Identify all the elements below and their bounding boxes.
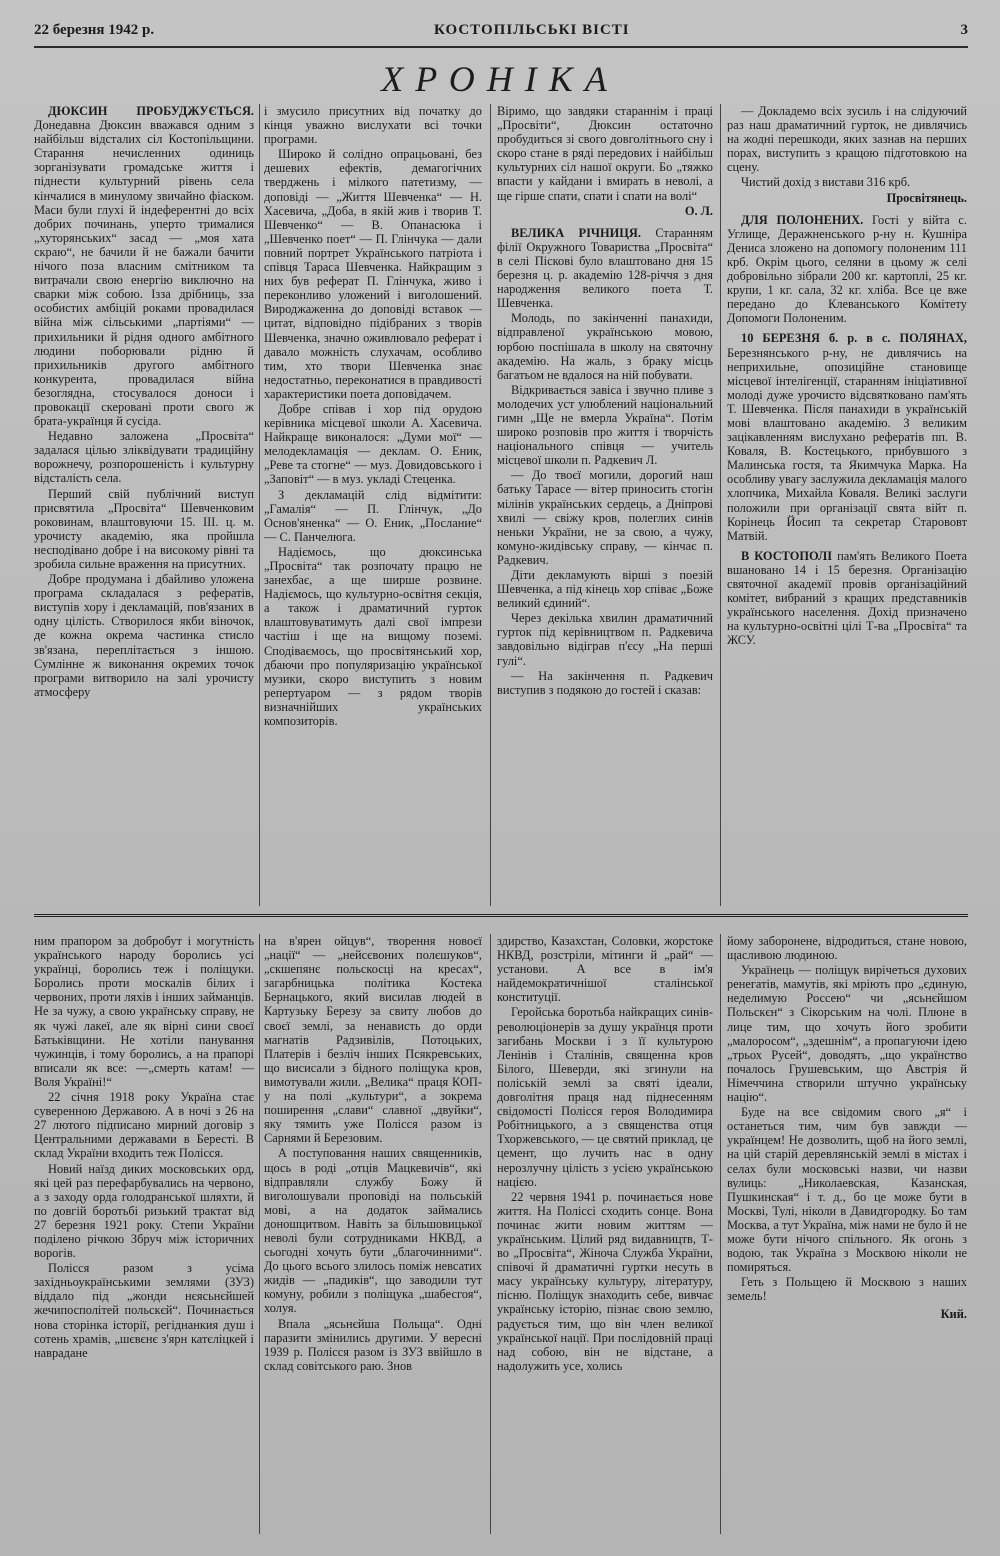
- column-divider: [490, 104, 491, 906]
- article-text: Старанням філії Окружного Товариства „Просвіта“ в селі Пісковi було влаштовано дня 15 березня ц. р. академію 128-річчя з дня народження великого поета Т. Шевченка.: [497, 225, 713, 311]
- page-header: [34, 22, 968, 42]
- author-signature: Просвітянець.: [886, 190, 967, 205]
- article-paragraph: Діти декламують вірші з поезій Шевченка, а під кінець хор співає „Боже великий єдиний“.: [497, 568, 713, 611]
- article-paragraph: Надіємось, що дюксинська „Просвіта“ так розпочату працю не занехбає, а ще ширше розвине. Надіємось, що культурно-освітня секція, а також і драматичний гурток влаштовуватимуть далі свої імпрези частіш і ще на вищому поземі. Сподіваємось, що просвітянський хор, дбаючи про популяризацію української музики, скоро виступить з новим репертуаром — з рядом творів визначнійших українських композиторів.: [264, 544, 482, 729]
- header-rule: [34, 46, 968, 48]
- article-paragraph: [727, 175, 967, 189]
- article-text: пам'ять Великого Поета вшановано 14 і 15 березня. Організацію святочної академії провів організаційний комітет, вибраний з кращих представників українського населення. Дохід призначено на культурно-освітні цілі Т-ва „Просвіта“ та ЖСУ.: [727, 548, 967, 648]
- article-paragraph: Перший свій публічний виступ присвятила „Просвіта“ Шевченковим роковинам, влаштовуючи 15. III. ц. м. урочисту академію, яка пройшла несподівано добре і на високому рівні та зробила сильне враження на присутних.: [34, 486, 254, 571]
- article-column-2: [264, 934, 482, 1534]
- column-divider: [259, 934, 260, 1534]
- article-text: Чистий дохід з вистави 316 крб.: [741, 175, 911, 190]
- chronicle-column-1: [34, 104, 254, 906]
- article-paragraph: ним прапором за добробут і могутність українського народу боролись усі українці, боролись теж і поліщуки. Боролись проти москалів білих і червоних, проти ляхів і інших займанців. Не за чужу, а свою українську справу, не як чужі лакеї, але як вірні сини своєї Батьківщини. Не хотіли панування чужинців, і тому боролись, а на прапорі вписали як все: —„смерть катам! — Воля Україні!“: [34, 934, 254, 1089]
- article-paragraph: Широко й солідно опрацьовані, без дешевих ефектів, демагогічних тверджень і мілкого патетизму, — доповіді — „Життя Шевченка“ — Н. Хасевича, „Доба, в якій жив і творив Т. Шевченко“ — В. Опанасюка і „Шевченко поет“ — П. Глінчука — дали повний портрет Українського патріота і співця Тараса Шевченка. Найкращим з них був реферат П. Глінчука, живо і переконливо уложений і виголошений. Вироджаженна до доповіді вставок — цитат, відповідно підібраних з творів Шевченка, значно оживлювало реферат і давало можність слухачам, особливо тим, хто твори Шевченка знає недостатньо, переконатися в правдивості характеристики поета доповідачем.: [264, 147, 482, 401]
- article-paragraph: і змусило присутних від початку до кінця уважно вислухати всі точки програми.: [264, 104, 482, 147]
- article-paragraph: [34, 104, 254, 428]
- article-paragraph: Геть з Польщею й Москвою з наших земель!: [727, 1275, 967, 1304]
- author-signature: О. Л.: [684, 203, 713, 218]
- article-paragraph: З декламацій слід відмітити: „Гамалія“ — П. Глінчук, „До Основ'яненка“ — О. Еник, „Послание“ — С. Панчелюга.: [264, 487, 482, 544]
- article-paragraph: Новий наїзд диких московських орд, які цей раз перефарбувались на червоно, а з заходу орда голодранської шляхти, й по довгій боротьбі ризький трактат від 27 березня 1921 року. Степи України поділено річкою Збруч між історичних ворогів.: [34, 1161, 254, 1261]
- article-headline: ДЛЯ ПОЛОНЕНИХ.: [741, 212, 864, 227]
- section-title: ХРОНІКА: [381, 59, 619, 99]
- article-text: Гості у війта с. Углище, Деражненського р-ну н. Кушніра Дениса зложено на допомогу полоненим 111 крб. Окрім цього, селяни в цьому ж селі добровільно зібрали 200 кг. картоплі, 25 кг. крупи, 1 кг. сала, 32 кг. хліба. Все це вже передано до Клеванського Комітету Допомоги Полоненим.: [727, 212, 967, 326]
- column-divider: [720, 934, 721, 1534]
- newspaper-name: КОСТОПІЛЬСЬКІ ВІСТІ: [434, 22, 630, 38]
- issue-date: 22 березня 1942 р.: [34, 22, 155, 38]
- article-paragraph: Буде на все свідомим свого „я“ і останеться тим, чим був завжди — українцем! Не дозволить, щоб на його землі, на цій старій деревлянській землі в містах і селах були московські назви, чи назви вулиць: „Николаевская, Казанская, Пушкинская“ і т. д., бо це може бути в Москві, Тулі, ніколи в Давидгородку. Бо там Москва, а тут Україна, між нами не було й не може бути нічого спільного. Як огонь з водою, так Україна з Москвою ніколи не помиряться.: [727, 1105, 967, 1275]
- article-paragraph: Геройська боротьба найкращих синів-революціонерів за душу українця проти загибань Москви і з її культурою Ленінів і Сталінів, священна кров Білого, Шеверди, які згинули на поліській землі за святі ідеали, довголітня праця над піднесенням свідомості Полісся героя Володимира Робітницького, а з священства отця Тхоржевського, — це святий приклад, це цемент, що лучить нас в одну нерозлучну цілість з усією українською нацією.: [497, 1005, 713, 1189]
- article-paragraph: Впала „ясьнєйша Польща“. Одні паразити змінились другими. У вересні 1939 р. Полісся разом із ЗУЗ ввійшло в склад совітського раю. Знов: [264, 1316, 482, 1373]
- article-paragraph: — На закінчення п. Радкевич виступив з подякою до гостей і сказав:: [497, 668, 713, 697]
- article-paragraph: Полісся разом з усіма західньоукраїнськими землями (ЗУЗ) віддало під „жонди нєясьнєйшей жечипосполітей польскєй“. Починається нова сторінка історії, регіднанкия душ і сотень храмів, „шєвєнє з'ярн катєліцкей і наврадане: [34, 1261, 254, 1360]
- chronicle-column-3: [497, 104, 713, 906]
- column-divider: [490, 934, 491, 1534]
- article-paragraph: Молодь, по закінченні панахиди, відправленої українською мовою, юрбою поспішала в школу на святочну академію. На жаль, з браку місць багатьом не вдалося на ній побувати.: [497, 311, 713, 382]
- article-column-1: [34, 934, 254, 1534]
- article-paragraph: 22 червня 1941 р. починається нове життя. На Поліссі сходить сонце. Вона починає жити новим життям — українським. Цілий ряд видавництв, Т-во „Просвіта“, Жіноча Служба України, співочі й драматичні гуртки несуть в масу українську культуру, літературу, пісню. Поліщук знаходить себе, вивчає українську історію, пізнає свою землю, радується тим, що він член великої української нації. При послідовній праці над собою, він не відстане, а надолужить усе, холись: [497, 1189, 713, 1373]
- article-text: Донедавна Дюксин вважався одним з найбільш відсталих сіл Костопільщини. Старання нечисленних одиниць зорганізувати громадське життя і піднести культурний рівень села кінчалися в минулому звичайно фіаском. Маси були глухі й індеферентні до всіх добрих починань, уперто трималися „хуторянських“ засад — „моя хата скраю“, не бачили й не бажали бачити нічого поза власним смітником та витрачали свою енергію виключно на сварки між собою. Ізза дрібниць, зза особистих амбіцій роками провадилася війна між сільськими „партіями“ — прихильники й рідня одного амбітного людини поборювали рідню й прихильників другого амбітного конкурента, провадилася війна безоглядна, стосувалося доноси і провокації скеровані проти свого ж брата-українця й сусіда.: [34, 118, 254, 429]
- section-rule: [34, 914, 968, 917]
- chronicle-column-4: [727, 104, 967, 906]
- article-paragraph: [727, 549, 967, 648]
- column-divider: [259, 104, 260, 906]
- article-paragraph: Недавно заложена „Просвіта“ задалася цілью зліквідувати традиційну ворожнечу, розпорошеність і культурну відсталість села.: [34, 429, 254, 486]
- article-paragraph: йому заборонене, відродиться, стане новою, щасливою людиною.: [727, 934, 967, 963]
- article-paragraph: Віримо, що завдяки стараннім і праці „Просвіти“, Дюксин остаточно пробудиться зі свого довголітнього сну і скоро стане в ряді передових і найбільш культурних сіл нашої округи. Бо „тяжко впасти у кайдани і вмирать в неволі, а ще гірше спати, спати і спати на волі“: [497, 104, 713, 203]
- article-paragraph: Добре продумана і дбайливо уложена програма складалася з рефератів, виступів хору і декламацій, пов'язаних в одну цілість. Створилося якби віночок, де кожна окрема частинка стисло зв'язана, переплітається з іншою. Сумлінне ж виконання окремих точок програми витворило на залі урочисту атмосферу: [34, 572, 254, 699]
- article-column-3: [497, 934, 713, 1534]
- article-paragraph: [727, 213, 967, 326]
- article-paragraph: Відкривається завіса і звучно пливе з молодечих уст улюблений національний гимн „Ще не вмерла Україна“. Потім широко розповів про життя і творчість національного співця — учитель місцевої школи п. Радкевич Л.: [497, 382, 713, 468]
- article-headline: ДЮКСИН ПРОБУДЖУЄТЬСЯ.: [48, 104, 254, 118]
- column-divider: [720, 104, 721, 906]
- article-column-4: [727, 934, 967, 1534]
- chronicle-column-2: [264, 104, 482, 906]
- article-paragraph: — До твоєї могили, дорогий наш батьку Тарасе — вітер приносить стогін мілінів українських сердець, а Дніпрові хвилі — свіжу кров, полеглих синів неньки України, не за свою, а чужу, комуно-жидівську справу, — кінчає п. Радкевич.: [497, 468, 713, 567]
- article-paragraph: на в'ярен ойцув“, творення новоєї „нації“ — „нейсєвоних полєшуков“, „скшепянє польскосці на кресах“, загарбницька політика Костека Бернацького, який висилав людей в Картузьку Березу за свиту любов до своєї землі, за ненависть до орди магнатів Радзивілів, Потоцьких, Платерів і безліч інших Псякревських, що висисали з бідного поліщука кров, вимотували жили. „Велика“ праця КОП-у на полі „культури“, а зокрема поширення „слави“ славної „двуйки“, яку тямить уже Полісся разом із Сарнями й Березовим.: [264, 934, 482, 1146]
- article-paragraph: Добре співав і хор під орудою керівника місцевої школи А. Хасевича. Найкраще виконалося: „Думи мої“ — мелодекламація — деклам. О. Еник, „Реве та стогне“ — муз. Довидовського і „Заповіт“ — в муз. укладі Стеценка.: [264, 401, 482, 487]
- article-headline: В КОСТОПОЛІ: [741, 548, 833, 563]
- article-paragraph: А поступовання наших священників, щось в роді „отців Мацкевичів“, які відправляли службу Божу й виголошували проповіді на польській мові, а на додаток займались доношцитвом. Навіть за більшовицької неволі були сотрудниками НКВД, а сьогодні хочуть бути „благочинними“. До цього всього злилось поміж невсатих жидів — „падиків“, що заводили тут комуну, робили з поліщука „шабесгоя“, холуя.: [264, 1146, 482, 1316]
- article-paragraph: — Докладемо всіх зусиль і на слідуючий раз наш драматичний гурток, не дивлячись на жодні перешкоди, яких зазнав на перших порах, виступить з кращою підготовкою на сцену.: [727, 104, 967, 175]
- article-paragraph: 22 січня 1918 року Україна стає суверенною Державою. А в ночі з 26 на 27 лютого підписано мирний договір з Центральними державами в Бересті. В склад України входить теж Полісся.: [34, 1090, 254, 1161]
- author-signature: Кий.: [940, 1307, 967, 1322]
- article-paragraph: [497, 226, 713, 311]
- article-paragraph: Українець — поліщук вирічеться духових ренегатів, мамутів, які мріють про „єдиную, неделимую Россею“ чи „ясьнєйшом Польскєн“ з Сікорським на чолі. Плюне в лице тим, що хочуть його зробити „малоросом“, „здешнім“, а пропагуючи ідею „трьох Русей“, доводять, „що українство почалось Грушевським, що Австрія й Німеччина створили штучно українську націю“.: [727, 963, 967, 1105]
- article-paragraph: Через декілька хвилин драматичний гурток під керівництвом п. Радкевича завдовільно відіграв п'єсу „На перші гулі“.: [497, 611, 713, 668]
- article-paragraph: [727, 331, 967, 542]
- article-paragraph: здирство, Казахстан, Соловки, жорстоке НКВД, розстріли, мітинги й „рай“ — установи. А все в ім'я найдемократичнішої сталінської конституції.: [497, 934, 713, 1005]
- article-headline: ВЕЛИКА РІЧНИЦЯ.: [511, 225, 641, 240]
- page-number: 3: [960, 22, 968, 38]
- article-headline: 10 БЕРЕЗНЯ б. р. в с. ПОЛЯНАХ,: [741, 331, 967, 346]
- article-text: Березнянського р-ну, не дивлячись на неприхильне, опозиційне становище місцевої інтелігенції, старанням ініціативної молоді дуже урочисто відсвятковано пам'ять Т. Шевченка. Після панахиди в українській мові влаштовано академію. З великим зацікавленням вислухано рефератів пп. В. Коваля, В. Костецького, прибувшого з Малинська гостя, та Якимчука Марка. На особливу увагу заслужила декламація малого хлопчика, Михайла Коваля. Великі заслуги положили при організації свята війт п. Корінець Йосип та секретар Старововт Матвій.: [727, 345, 967, 543]
